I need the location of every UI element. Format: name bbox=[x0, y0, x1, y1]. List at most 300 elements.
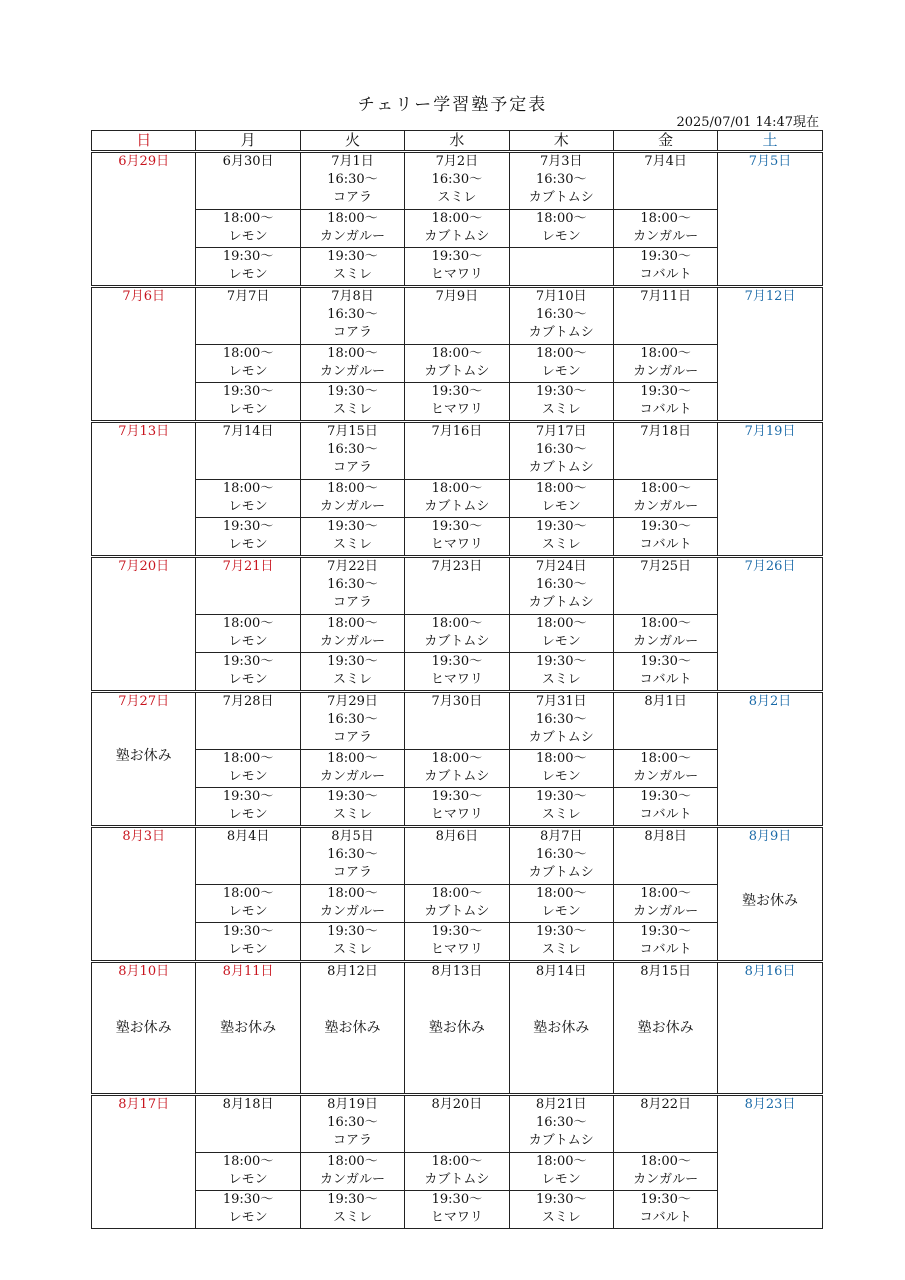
session-cell bbox=[196, 345, 300, 383]
schedule-text: ヒマワリ bbox=[430, 1210, 483, 1225]
day-cell bbox=[405, 1095, 509, 1153]
day-cell bbox=[509, 422, 613, 480]
schedule-text: カンガルー bbox=[319, 904, 385, 919]
session-cell bbox=[196, 750, 300, 788]
schedule-text: 19:30〜 bbox=[327, 1192, 378, 1207]
schedule-text: カンガルー bbox=[319, 769, 385, 784]
day-cell bbox=[509, 152, 613, 210]
session-row-1930 bbox=[92, 653, 823, 692]
schedule-body bbox=[92, 152, 823, 1229]
schedule-text: コバルト bbox=[639, 1210, 692, 1225]
schedule-text: 18:00〜 bbox=[431, 211, 483, 226]
schedule-text: 18:00〜 bbox=[222, 211, 274, 226]
schedule-text: レモン bbox=[228, 769, 268, 784]
date-label: 8月15日 bbox=[640, 964, 692, 979]
session-cell bbox=[196, 885, 300, 923]
date-label: 8月11日 bbox=[222, 964, 274, 979]
session-cell bbox=[405, 923, 509, 962]
date-label: 8月21日 bbox=[535, 1097, 587, 1112]
schedule-text: レモン bbox=[541, 364, 581, 379]
day-cell bbox=[405, 962, 509, 1095]
session-cell bbox=[509, 345, 613, 383]
session-cell bbox=[300, 885, 404, 923]
week-row bbox=[92, 557, 823, 615]
schedule-text: 18:00〜 bbox=[222, 886, 274, 901]
day-cell bbox=[613, 152, 717, 210]
date-label: 7月18日 bbox=[640, 424, 692, 439]
schedule-text: 19:30〜 bbox=[640, 789, 691, 804]
date-label: 8月9日 bbox=[748, 829, 792, 844]
schedule-text: スミレ bbox=[332, 537, 372, 552]
schedule-text: 18:00〜 bbox=[431, 481, 483, 496]
schedule-text: カブトムシ bbox=[424, 1172, 490, 1187]
date-label: 7月11日 bbox=[640, 289, 692, 304]
schedule-text: カンガルー bbox=[633, 364, 699, 379]
schedule-text: 19:30〜 bbox=[431, 384, 483, 399]
session-cell bbox=[405, 480, 509, 518]
early-session bbox=[510, 846, 613, 882]
schedule-text: レモン bbox=[228, 672, 268, 687]
date-label: 8月12日 bbox=[327, 964, 378, 979]
date-label: 7月10日 bbox=[535, 289, 587, 304]
session-cell bbox=[509, 750, 613, 788]
early-session bbox=[301, 1114, 404, 1150]
schedule-text: 18:00〜 bbox=[640, 481, 691, 496]
session-cell bbox=[509, 615, 613, 653]
schedule-text: 16:30〜 bbox=[536, 172, 587, 187]
schedule-text: 16:30〜 bbox=[327, 307, 378, 322]
rest-label: 塾お休み bbox=[742, 893, 799, 909]
date-label: 8月17日 bbox=[118, 1097, 170, 1112]
date-label: 7月30日 bbox=[431, 694, 483, 709]
schedule-text: スミレ bbox=[332, 807, 372, 822]
early-session bbox=[301, 576, 404, 612]
session-row-1800 bbox=[92, 885, 823, 923]
schedule-text: 16:30〜 bbox=[536, 1115, 587, 1130]
session-row-1800 bbox=[92, 1153, 823, 1191]
schedule-text: レモン bbox=[228, 1172, 268, 1187]
schedule-text: 18:00〜 bbox=[431, 886, 483, 901]
schedule-text: スミレ bbox=[541, 1210, 581, 1225]
session-cell bbox=[405, 345, 509, 383]
schedule-text: 18:00〜 bbox=[536, 751, 587, 766]
date-label: 7月14日 bbox=[222, 424, 274, 439]
schedule-text: 19:30〜 bbox=[222, 789, 274, 804]
schedule-text: 19:30〜 bbox=[431, 1192, 483, 1207]
week-row bbox=[92, 287, 823, 345]
schedule-text: コバルト bbox=[639, 537, 692, 552]
schedule-text: コバルト bbox=[639, 807, 692, 822]
session-cell bbox=[613, 923, 717, 962]
day-cell bbox=[196, 557, 300, 615]
day-cell bbox=[196, 692, 300, 750]
schedule-table bbox=[91, 130, 823, 1229]
sunday-cell bbox=[92, 692, 196, 827]
early-session bbox=[301, 711, 404, 747]
week-row bbox=[92, 962, 823, 1095]
schedule-text: 19:30〜 bbox=[431, 789, 483, 804]
schedule-text: 18:00〜 bbox=[431, 1154, 483, 1169]
day-cell bbox=[300, 692, 404, 750]
schedule-text: 18:00〜 bbox=[536, 481, 587, 496]
schedule-text: 19:30〜 bbox=[222, 384, 274, 399]
session-cell bbox=[613, 518, 717, 557]
day-cell bbox=[613, 287, 717, 345]
schedule-text: カブトムシ bbox=[528, 730, 594, 745]
schedule-text: 18:00〜 bbox=[327, 1154, 378, 1169]
date-label: 7月20日 bbox=[118, 559, 170, 574]
schedule-text: カンガルー bbox=[319, 499, 385, 514]
session-cell bbox=[196, 788, 300, 827]
schedule-text: 18:00〜 bbox=[640, 886, 691, 901]
schedule-text: 18:00〜 bbox=[222, 346, 274, 361]
session-cell bbox=[300, 750, 404, 788]
date-label: 8月14日 bbox=[535, 964, 587, 979]
day-cell bbox=[613, 422, 717, 480]
schedule-text: 18:00〜 bbox=[327, 481, 378, 496]
date-label: 7月7日 bbox=[226, 289, 270, 304]
saturday-cell bbox=[718, 287, 822, 422]
date-label: 8月3日 bbox=[122, 829, 165, 844]
session-cell bbox=[405, 885, 509, 923]
session-cell bbox=[196, 383, 300, 422]
schedule-text: 19:30〜 bbox=[222, 924, 274, 939]
schedule-text: 16:30〜 bbox=[536, 577, 587, 592]
saturday-cell bbox=[718, 557, 822, 692]
schedule-text: レモン bbox=[228, 267, 268, 282]
schedule-text: レモン bbox=[541, 1172, 581, 1187]
schedule-text: 18:00〜 bbox=[536, 1154, 587, 1169]
schedule-text: 19:30〜 bbox=[536, 789, 587, 804]
session-cell bbox=[405, 1153, 509, 1191]
date-label: 7月15日 bbox=[327, 424, 378, 439]
week-row bbox=[92, 152, 823, 210]
session-cell bbox=[300, 345, 404, 383]
day-cell bbox=[509, 827, 613, 885]
session-cell bbox=[196, 923, 300, 962]
schedule-text: コバルト bbox=[639, 402, 692, 417]
schedule-text: 16:30〜 bbox=[327, 442, 378, 457]
day-cell bbox=[405, 287, 509, 345]
date-label: 7月21日 bbox=[222, 559, 274, 574]
schedule-text: レモン bbox=[228, 364, 268, 379]
session-cell bbox=[613, 210, 717, 248]
session-row-1930 bbox=[92, 248, 823, 287]
sunday-cell bbox=[92, 557, 196, 692]
session-row-1800 bbox=[92, 345, 823, 383]
schedule-text: コアラ bbox=[332, 325, 372, 340]
schedule-text: 19:30〜 bbox=[640, 519, 691, 534]
weekday-header-row bbox=[92, 131, 823, 152]
session-cell bbox=[509, 518, 613, 557]
schedule-text: コアラ bbox=[332, 190, 372, 205]
day-cell bbox=[300, 827, 404, 885]
schedule-text: カブトムシ bbox=[528, 460, 594, 475]
date-label: 7月8日 bbox=[331, 289, 374, 304]
schedule-text: カンガルー bbox=[633, 229, 699, 244]
sunday-cell bbox=[92, 962, 196, 1095]
schedule-text: ヒマワリ bbox=[430, 267, 483, 282]
schedule-text: カンガルー bbox=[319, 364, 385, 379]
session-cell bbox=[509, 383, 613, 422]
date-label: 8月22日 bbox=[640, 1097, 692, 1112]
day-cell bbox=[300, 557, 404, 615]
date-label: 7月23日 bbox=[431, 559, 483, 574]
schedule-text: 19:30〜 bbox=[222, 654, 274, 669]
session-cell bbox=[196, 653, 300, 692]
session-cell bbox=[613, 383, 717, 422]
date-label: 7月2日 bbox=[435, 154, 479, 169]
early-session bbox=[301, 306, 404, 342]
session-cell bbox=[509, 788, 613, 827]
day-cell bbox=[613, 557, 717, 615]
sunday-cell bbox=[92, 152, 196, 287]
early-session bbox=[405, 171, 508, 207]
schedule-text: レモン bbox=[228, 537, 268, 552]
schedule-text: カブトムシ bbox=[528, 190, 594, 205]
rest-label: 塾お休み bbox=[220, 1020, 277, 1036]
session-cell bbox=[196, 248, 300, 287]
session-cell bbox=[300, 653, 404, 692]
schedule-text: コアラ bbox=[332, 865, 372, 880]
session-cell bbox=[405, 248, 509, 287]
schedule-text: カンガルー bbox=[633, 904, 699, 919]
session-cell bbox=[613, 1153, 717, 1191]
day-cell bbox=[405, 827, 509, 885]
session-cell bbox=[509, 210, 613, 248]
schedule-text: コアラ bbox=[332, 460, 372, 475]
updated-timestamp: 2025/07/01 14:47現在 bbox=[676, 115, 819, 130]
saturday-cell bbox=[718, 827, 822, 962]
day-cell bbox=[509, 962, 613, 1095]
date-label: 8月5日 bbox=[331, 829, 374, 844]
session-cell bbox=[196, 210, 300, 248]
rest-label: 塾お休み bbox=[428, 1020, 485, 1036]
schedule-text: スミレ bbox=[541, 672, 581, 687]
session-cell bbox=[613, 248, 717, 287]
schedule-text: ヒマワリ bbox=[430, 942, 483, 957]
schedule-text: レモン bbox=[541, 229, 581, 244]
date-label: 7月25日 bbox=[640, 559, 692, 574]
schedule-text: レモン bbox=[228, 942, 268, 957]
schedule-text: ヒマワリ bbox=[430, 402, 483, 417]
week-row bbox=[92, 827, 823, 885]
day-cell bbox=[196, 827, 300, 885]
schedule-text: スミレ bbox=[332, 1210, 372, 1225]
saturday-cell bbox=[718, 962, 822, 1095]
header-fri: 金 bbox=[613, 131, 717, 152]
schedule-text: 19:30〜 bbox=[536, 384, 587, 399]
schedule-text: ヒマワリ bbox=[430, 672, 483, 687]
day-cell bbox=[300, 1095, 404, 1153]
date-label: 7月19日 bbox=[744, 424, 796, 439]
session-cell bbox=[196, 518, 300, 557]
schedule-text: 16:30〜 bbox=[536, 442, 587, 457]
schedule-text: 19:30〜 bbox=[222, 519, 274, 534]
schedule-text: 19:30〜 bbox=[640, 924, 691, 939]
date-label: 8月20日 bbox=[431, 1097, 483, 1112]
schedule-text: 18:00〜 bbox=[640, 346, 691, 361]
date-label: 7月5日 bbox=[748, 154, 792, 169]
schedule-text: 16:30〜 bbox=[536, 847, 587, 862]
day-cell bbox=[509, 287, 613, 345]
session-row-1930 bbox=[92, 923, 823, 962]
schedule-text: 16:30〜 bbox=[327, 847, 378, 862]
week-row bbox=[92, 692, 823, 750]
early-session bbox=[510, 441, 613, 477]
session-row-1800 bbox=[92, 210, 823, 248]
session-cell bbox=[405, 615, 509, 653]
schedule-text: レモン bbox=[228, 499, 268, 514]
date-label: 7月3日 bbox=[539, 154, 583, 169]
early-session bbox=[510, 1114, 613, 1150]
session-row-1930 bbox=[92, 518, 823, 557]
session-cell bbox=[196, 1153, 300, 1191]
schedule-text: スミレ bbox=[541, 942, 581, 957]
day-cell bbox=[405, 692, 509, 750]
schedule-text: スミレ bbox=[332, 267, 372, 282]
schedule-text: スミレ bbox=[437, 190, 477, 205]
day-cell bbox=[405, 152, 509, 210]
session-cell bbox=[509, 653, 613, 692]
session-cell bbox=[613, 885, 717, 923]
schedule-text: カンガルー bbox=[633, 769, 699, 784]
schedule-text: カンガルー bbox=[319, 1172, 385, 1187]
session-cell bbox=[613, 750, 717, 788]
header-mon: 月 bbox=[196, 131, 300, 152]
schedule-text: 19:30〜 bbox=[327, 924, 378, 939]
rest-label: 塾お休み bbox=[115, 748, 172, 764]
schedule-text: コアラ bbox=[332, 730, 372, 745]
early-session bbox=[510, 306, 613, 342]
session-cell bbox=[613, 480, 717, 518]
day-cell bbox=[300, 287, 404, 345]
schedule-text: カブトムシ bbox=[424, 769, 490, 784]
session-cell bbox=[509, 885, 613, 923]
schedule-text: カブトムシ bbox=[424, 364, 490, 379]
schedule-text: 16:30〜 bbox=[536, 307, 587, 322]
schedule-text: 18:00〜 bbox=[536, 346, 587, 361]
session-cell bbox=[196, 615, 300, 653]
schedule-text: カンガルー bbox=[319, 634, 385, 649]
date-label: 7月28日 bbox=[222, 694, 274, 709]
page-title: チェリー学習塾予定表 bbox=[357, 95, 548, 115]
schedule-text: 19:30〜 bbox=[327, 789, 378, 804]
schedule-text: 18:00〜 bbox=[640, 751, 691, 766]
sunday-cell bbox=[92, 827, 196, 962]
schedule-text: 19:30〜 bbox=[640, 384, 691, 399]
session-cell bbox=[405, 210, 509, 248]
date-label: 7月26日 bbox=[744, 559, 796, 574]
session-row-1930 bbox=[92, 1191, 823, 1229]
schedule-text: 18:00〜 bbox=[222, 1154, 274, 1169]
early-session bbox=[301, 846, 404, 882]
session-cell bbox=[613, 1191, 717, 1229]
schedule-text: 18:00〜 bbox=[327, 211, 378, 226]
session-cell bbox=[300, 210, 404, 248]
day-cell bbox=[613, 962, 717, 1095]
day-cell bbox=[613, 692, 717, 750]
session-cell bbox=[405, 750, 509, 788]
session-row-1930 bbox=[92, 383, 823, 422]
day-cell bbox=[509, 692, 613, 750]
date-label: 7月29日 bbox=[327, 694, 378, 709]
day-cell bbox=[613, 1095, 717, 1153]
session-cell bbox=[300, 1191, 404, 1229]
schedule-text: 19:30〜 bbox=[327, 384, 378, 399]
session-cell bbox=[613, 615, 717, 653]
session-cell bbox=[300, 923, 404, 962]
schedule-text: 19:30〜 bbox=[327, 654, 378, 669]
schedule-text: 19:30〜 bbox=[431, 654, 483, 669]
schedule-text: カンガルー bbox=[633, 499, 699, 514]
schedule-text: 19:30〜 bbox=[327, 249, 378, 264]
session-cell bbox=[300, 248, 404, 287]
day-cell bbox=[196, 962, 300, 1095]
schedule-text: 16:30〜 bbox=[327, 172, 378, 187]
schedule-text: 18:00〜 bbox=[327, 886, 378, 901]
date-label: 8月1日 bbox=[644, 694, 687, 709]
schedule-text: 18:00〜 bbox=[222, 481, 274, 496]
session-row-1800 bbox=[92, 615, 823, 653]
date-label: 8月19日 bbox=[327, 1097, 378, 1112]
date-label: 7月13日 bbox=[118, 424, 170, 439]
saturday-cell bbox=[718, 692, 822, 827]
header-sat: 土 bbox=[718, 131, 822, 152]
date-label: 8月18日 bbox=[222, 1097, 274, 1112]
date-label: 7月31日 bbox=[535, 694, 587, 709]
day-cell bbox=[196, 1095, 300, 1153]
date-label: 8月4日 bbox=[226, 829, 270, 844]
schedule-text: 19:30〜 bbox=[536, 519, 587, 534]
schedule-text: 18:00〜 bbox=[640, 616, 691, 631]
date-label: 6月29日 bbox=[118, 154, 170, 169]
session-cell bbox=[405, 518, 509, 557]
schedule-text: 16:30〜 bbox=[327, 577, 378, 592]
date-label: 7月17日 bbox=[535, 424, 587, 439]
date-label: 8月6日 bbox=[435, 829, 479, 844]
date-label: 7月16日 bbox=[431, 424, 483, 439]
schedule-text: 19:30〜 bbox=[431, 924, 483, 939]
session-cell bbox=[300, 1153, 404, 1191]
day-cell bbox=[405, 422, 509, 480]
schedule-text: 18:00〜 bbox=[327, 751, 378, 766]
sunday-cell bbox=[92, 422, 196, 557]
schedule-text: スミレ bbox=[541, 402, 581, 417]
session-row-1930 bbox=[92, 788, 823, 827]
schedule-text: 16:30〜 bbox=[536, 712, 587, 727]
saturday-cell bbox=[718, 422, 822, 557]
schedule-text: レモン bbox=[541, 769, 581, 784]
schedule-text: スミレ bbox=[332, 672, 372, 687]
schedule-text: 18:00〜 bbox=[327, 346, 378, 361]
schedule-text: 18:00〜 bbox=[222, 751, 274, 766]
schedule-text: ヒマワリ bbox=[430, 807, 483, 822]
day-cell bbox=[196, 422, 300, 480]
session-cell bbox=[509, 1191, 613, 1229]
schedule-text: 18:00〜 bbox=[431, 616, 483, 631]
session-row-1800 bbox=[92, 750, 823, 788]
schedule-text: コバルト bbox=[639, 267, 692, 282]
schedule-text: ヒマワリ bbox=[430, 537, 483, 552]
date-label: 6月30日 bbox=[222, 154, 274, 169]
session-cell bbox=[405, 788, 509, 827]
schedule-text: 18:00〜 bbox=[640, 211, 691, 226]
sunday-cell bbox=[92, 287, 196, 422]
session-cell bbox=[613, 345, 717, 383]
schedule-text: コアラ bbox=[332, 595, 372, 610]
session-cell bbox=[300, 518, 404, 557]
